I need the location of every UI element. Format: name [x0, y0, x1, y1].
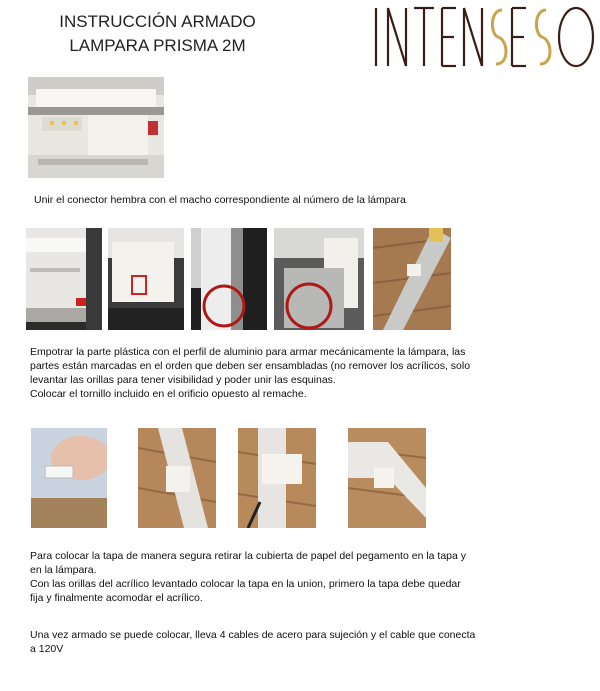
step-4-text	[30, 628, 475, 656]
step-4-line: Una vez armado se puede colocar, lleva 4 cables de acero para sujeción y el cable que conecta	[30, 629, 476, 641]
step-3-line: fija y finalmente acomodar el acrílico.	[30, 592, 203, 604]
step-1-line: Unir el conector hembra con el macho correspondiente al número de la lámpara	[34, 194, 406, 206]
photo-connector	[28, 77, 164, 178]
photo-profile-3	[191, 228, 267, 330]
step-1-text	[34, 193, 406, 207]
step-4-line: a 120V	[30, 643, 64, 655]
step-2-line: levantar las orillas para tener visibilidad y poder unir las esquinas.	[30, 374, 336, 386]
title-line-2: LAMPARA PRISMA 2M	[69, 36, 246, 55]
brand-logo	[372, 0, 597, 72]
step-3-line: Con las orillas del acrílico levantado colocar la tapa en la union, primero la tapa debe quedar	[30, 578, 461, 590]
photo-cap-4	[348, 428, 426, 528]
document-title	[40, 10, 275, 58]
photo-profile-4	[274, 228, 364, 330]
step-2-text	[30, 345, 470, 401]
step-3-line: en la lámpara.	[30, 564, 97, 576]
step-3-text	[30, 549, 466, 605]
photo-profile-1	[26, 228, 102, 330]
step-2-line: partes están marcadas en el orden que deben ser ensambladas (no remover los acrílicos, solo	[30, 360, 471, 372]
step-2-line: Colocar el tornillo incluido en el orificio opuesto al remache.	[30, 388, 307, 400]
photo-profile-5	[373, 228, 451, 330]
photo-profile-2	[108, 228, 184, 330]
step-2-line: Empotrar la parte plástica con el perfil de aluminio para armar mecánicamente la lámpara, las	[30, 346, 466, 358]
photo-cap-2	[138, 428, 216, 528]
step-3-line: Para colocar la tapa de manera segura retirar la cubierta de papel del pegamento en la tapa y	[30, 550, 467, 562]
photo-cap-1	[31, 428, 107, 528]
title-line-1: INSTRUCCIÓN ARMADO	[59, 12, 256, 31]
photo-cap-3	[238, 428, 316, 528]
